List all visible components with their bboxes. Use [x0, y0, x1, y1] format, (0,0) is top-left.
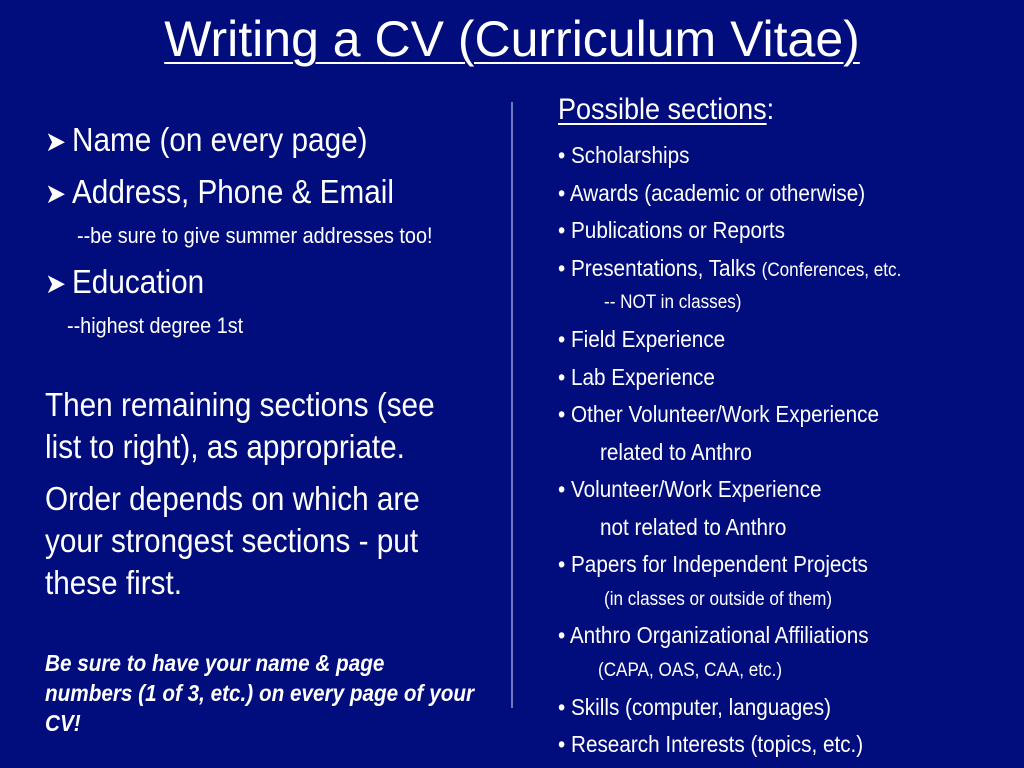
section-item: • Publications or Reports [558, 217, 786, 243]
section-item-sub: (CAPA, OAS, CAA, etc.) [598, 660, 783, 681]
bullet-note-addresses: --be sure to give summer addresses too! [77, 223, 433, 248]
bullet-note-degree: --highest degree 1st [67, 313, 244, 338]
reminder-note: Be sure to have your name & page numbers (1 of 3, etc.) on every page of your CV! [45, 650, 475, 736]
section-item: • Skills (computer, languages) [558, 694, 832, 720]
section-item: • Papers for Independent Projects [558, 551, 868, 577]
section-item: • Volunteer/Work Experience [558, 476, 822, 502]
left-column [0, 0, 510, 768]
arrow-bullet-icon: ➤ [45, 178, 67, 209]
section-item: • Awards (academic or otherwise) [558, 180, 866, 206]
section-item: • Scholarships [558, 142, 690, 168]
section-item-sub: (in classes or outside of them) [604, 589, 833, 610]
section-item-text: • Presentations, Talks [558, 255, 762, 281]
bullet-name [45, 120, 367, 162]
arrow-bullet-icon: ➤ [45, 126, 67, 157]
section-item-sub: not related to Anthro [600, 514, 787, 540]
section-item: • Field Experience [558, 326, 726, 352]
section-item-detail: (Conferences, etc. [761, 260, 902, 281]
bullet-text: Education [72, 263, 205, 300]
bullet-text: Address, Phone & Email [72, 173, 394, 210]
column-divider [511, 102, 513, 708]
slide-title: Writing a CV (Curriculum Vitae) [164, 11, 860, 67]
heading-text: Possible sections [558, 93, 767, 126]
possible-sections-heading [558, 90, 774, 130]
section-item-sub: -- NOT in classes) [604, 292, 742, 313]
section-item [558, 253, 901, 286]
heading-colon: : [766, 93, 775, 126]
section-item-sub: related to Anthro [600, 439, 752, 465]
right-column [558, 0, 1024, 768]
paragraph-order: Order depends on which are your strongest sections - put these first. [45, 480, 420, 601]
section-item: • Lab Experience [558, 364, 715, 390]
bullet-education [45, 262, 204, 304]
arrow-bullet-icon: ➤ [45, 268, 67, 299]
section-item: • Other Volunteer/Work Experience [558, 401, 879, 427]
section-item: • Research Interests (topics, etc.) [558, 731, 864, 757]
paragraph-remaining-sections: Then remaining sections (see list to right), as appropriate. [45, 386, 435, 465]
bullet-contact [45, 172, 394, 214]
bullet-text: Name (on every page) [72, 121, 368, 158]
section-item: • Anthro Organizational Affiliations [558, 622, 869, 648]
